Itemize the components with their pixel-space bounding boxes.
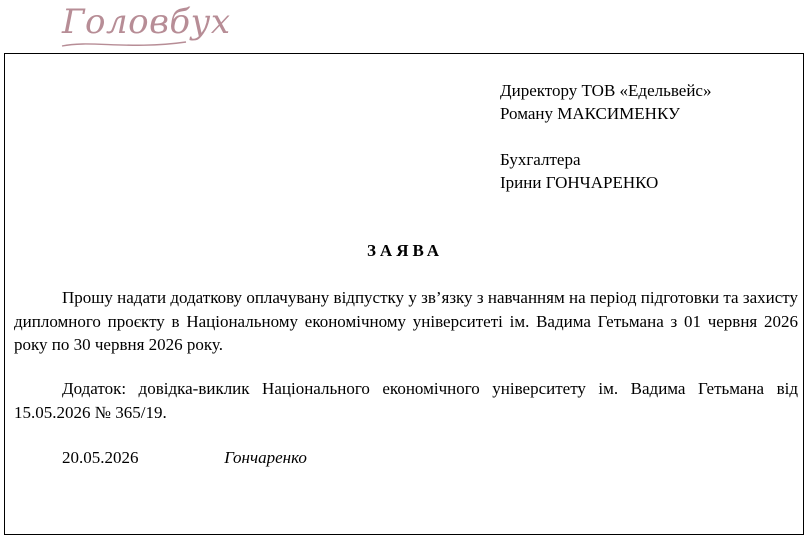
- document-title: ЗАЯВА: [366, 241, 444, 260]
- attachment-paragraph: Додаток: довідка-виклик Національного економічного університету ім. Вадима Гетьмана від 15.05.2026 № 365/19.: [14, 379, 798, 422]
- headline-logo: Головбух: [62, 2, 231, 42]
- request-paragraph: Прошу надати додаткову оплачувану відпустку у зв’язку з навчанням на період підготовки та захисту дипломного проєкту в Національному економічному університеті ім. Вадима Гетьмана з 01 червня 2026 року по 30 червня 2026 року.: [14, 288, 798, 354]
- sender-name: Ірини ГОНЧАРЕНКО: [500, 172, 659, 192]
- signature-row: [62, 446, 307, 469]
- logo-swash-icon: [60, 36, 188, 50]
- addressee-block: [500, 80, 711, 194]
- recipient-line-1: Директору ТОВ «Едельвейс»: [500, 81, 712, 100]
- request-date: 20.05.2026: [62, 448, 139, 467]
- signature: Гончаренко: [224, 448, 307, 467]
- recipient-line-2: Роману МАКСИМЕНКУ: [500, 103, 680, 123]
- addressee-gap: [500, 125, 711, 149]
- sender-position: Бухгалтера: [500, 150, 581, 169]
